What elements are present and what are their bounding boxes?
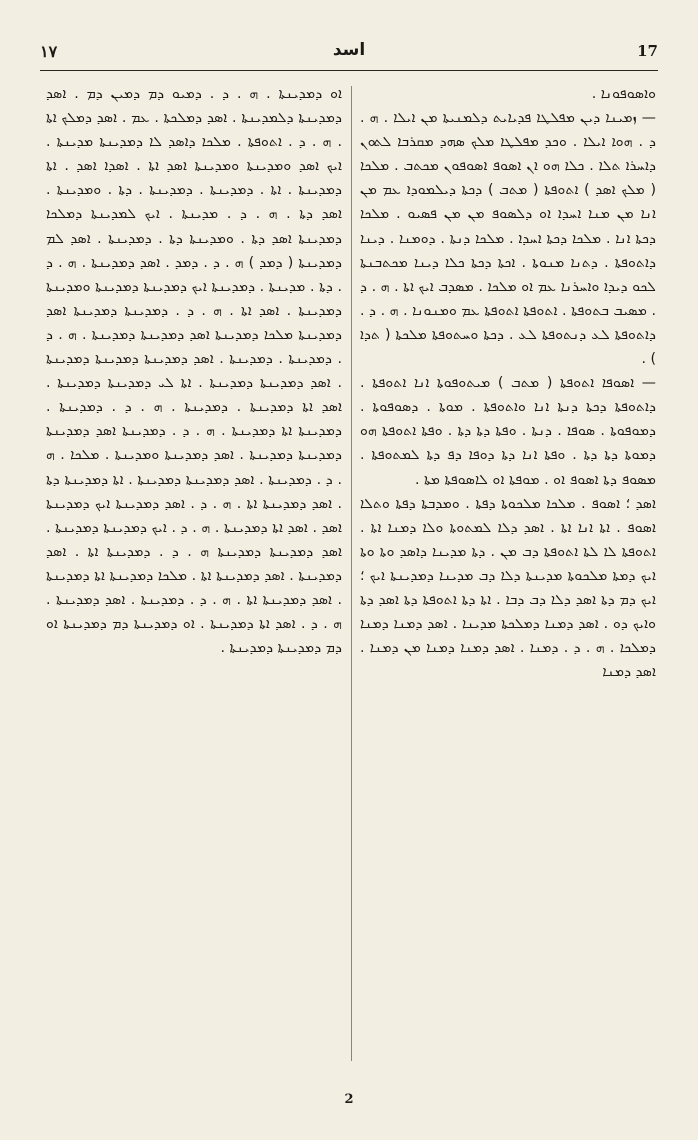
entry-paragraph: — ܙܡܝܢܐ ܕܝܢ ܡܦܠܛܐ ܦܕܝܐܝܬ ܕܠܡܢܝܬܐ ܡܢ ܐܝܠܐ . ܗ . ܕ . ܗܘܐ ܐܝܠܐ . ܘܟܕ ܡܦܠܛܐ ܡܠܟ ܣܗܕ ܡܩܪܒܐ ܠܬܘܢ ܕܐܚܪܐ ܬܠܐ . ܟܠܐ ܗܘ ܐܢ ܐܣܘܦ ܐܣܘܦܘܢ ܡܟܬܒ . ܡܠܟܐ ( ܡܠܟ ܐܣܕ ) ܐܬܘܦܬܐ ( ܡܬܒ ) ܕܟܬܐ ܕܝܠܡܘܕܐ ܥܡ ܡܢ ܐܢܐ ܡܢ ܡܢܐ ܐܚܕܐ ܐܘ ܕܠܣܘܦ ܡܢ ܡܢ ܦܣܝܘ . ܡܠܟܐ ܕܟܬܐ ܐܢܐ . ܡܠܟܐ ܕܟܬܐ ܐܚܕܐ . ܡܠܟܐ ܕܢܬܐ . ܕܘܡܢܐ . ܕܝܢܐ ܕܐܬܘܦܬܐ . ܕܬܢܐ ܡܢܘܬܐ . ܐܟܬܐ ܕܟܬܐ ܟܠܐ ܕܝܢܐ ܡܟܬܒܢܬܐ ܠܟܘ ܕܝܕܐ ܘܐܚܪܢܐ ܥܡ ܐܘ ܡܠܟܐ . ܡܣܕܒ ܐܝܟ ܐܬܐ . ܗ . ܕ . ܡܣܝܒ ܒܬܘܦܬܐ . ܐܬܘܦܬܐ ܐܬܘܦܬܐ ܥܡ ܘܡܢܘܢܐ . ܗ . ܕ . ܕܐܬܘܦܬܐ ܠܥ ܕܢܬܘܦܬܐ ܠܥ . ܕܟܬܐ ܘܚܬܘܦܬܐ ܡܠܟܬܐ ( ܬܕܐ ) .	[360, 110, 656, 368]
right-column	[360, 82, 656, 684]
entry-paragraph: ܘܐܣܘܦܘܢܐ .	[591, 86, 656, 102]
entry-paragraph: ܐܣܕ ؛ ܐܣܘܦ . ܡܠܟܐ ܡܠܟܘܬܐ ܕܦܬܐ . ܘܡܕܒܬܐ ܕܦܬܐ ܘܬܠܐ ܐܣܘܦ . ܐܬܐ ܐܢܐ ܐܬܐ . ܐܣܕ ܕܠܐ ܠܡܬܘܬܐ ܘܠܐ ܕܡܢܐ ܐܬܐ . ܐܬܘܦܬܐ ܠܐ ܠܬܐ ܐܬܘܦܬܐ ܕܒ ܡܢ . ܕܬܐ ܡܕܝܢܐ ܕܐܣܕ ܘܬܐ ܘܬܐ ܐܝܟ ܕܡܬܐ ܡܠܟܘܬܐ ܡܕܝܢܬܐ ܕܠܐ ܕܒ ܡܕܝܢܐ ܕܡܕܝܢܬܐ ܐܝܟ ؛ ܐܝܟ ܕܡ ܕܬܐ ܐܣܕ ܕܠܐ ܕܒ ܕܒܐ . ܐܬܐ ܕܬܐ ܐܬܘܦܬܐ ܕܬܐ ܐܣܕ ܕܬܐ ܘܐܝܟ ܕܘ . ܐܣܕ ܕܡܢܐ ܕܡܠܟܬܐ ܡܕܝܢܐ . ܐܣܕ ܕܡܢܐ ܕܡܢܐ ܕܡܠܟܐ . ܗ . ܕ . ܕܡܢܐ . ܐܣܕ ܕܡܢܐ ܕܡܢܐ ܡܢ ܕܡܢܐ . ܐܣܕ ܕܡܢܐ	[360, 495, 656, 681]
running-head: اسد	[332, 40, 366, 60]
entry-paragraph: ܐܘ ܕܡܕܝܢܬܐ . ܗ . ܕ . ܕܡܝܘ ܕܡ ܕܡܝܢ ܕܡ . ܐܣܕ ܕܡܕܝܢܬܐ ܕܠܡܕܝܢܬܐ . ܐܣܕ ܕܡܠܟܬܐ . ܥܡ . ܐܣܕ ܕܡܠܟ ܐܬܐ . ܗ . ܕ . ܐܬܘܦܬܐ . ܡܠܟܐ ܕܐܣܕ ܠܐ ܕܡܕܝܢܬܐ ܡܕܝܢܬܐ . ܐܝܟ ܐܣܕ ܘܡܕܝܢܬܐ ܘܡܕܝܢܬܐ ܐܣܕ ܐܬܐ . ܐܣܕܐ ܐܣܕ . ܐܬܐ ܕܡܕܝܢܬܐ . ܐܬܐ . ܕܡܕܝܢܬܐ . ܕܡܕܝܢܬܐ . ܕܬܐ . ܘܡܕܝܢܬܐ . ܐܣܕ ܕܬܐ . ܗ . ܕ . ܡܕܝܢܬܐ . ܐܝܟ ܠܡܕܝܢܬܐ ܕܡܠܟܐ ܕܡܕܝܢܬܐ ܐܣܕ ܕܬܐ . ܘܡܕܝܢܬܐ ܕܬܐ . ܕܡܕܝܢܬܐ . ܐܣܕ ܠܡ ܕܡܕܝܢܬܐ ( ܕܡܕ ) ܗ . ܕ . ܕܡܕ . ܐܣܕ ܕܡܕܝܢܬܐ . ܗ . ܕ . ܕܬܐ . ܡܕܝܢܬܐ . ܕܡܕܝܢܬܐ ܐܝܟ ܕܡܕܝܢܬܐ ܕܡܕܝܢܬܐ ܘܡܕܝܢܬܐ ܕܡܕܝܢܬܐ . ܐܣܕ ܐܬܐ . ܗ . ܕ . ܕܡܕܝܢܬܐ ܕܡܕܝܢܬܐ ܐܣܕ ܕܡܕܝܢܬܐ ܡܠܟܐ ܕܡܕܝܢܬܐ ܐܣܕ ܕܡܕܝܢܬܐ ܕܡܕܝܢܬܐ . ܗ . ܕ . ܕܡܕܝܢܬܐ . ܕܡܕܝܢܬܐ . ܐܣܕ ܕܡܕܝܢܬܐ ܕܡܕܝܢܬܐ ܕܡܕܝܢܬܐ . ܐܣܕ ܕܡܕܝܢܬܐ ܕܡܕܝܢܬܐ . ܐܬܐ ܠܝ ܕܡܕܝܢܬܐ ܕܡܕܝܢܬܐ . ܐܣܕ ܐܬܐ ܕܡܕܝܢܬܐ . ܕܡܕܝܢܬܐ . ܗ . ܕ . ܕܡܕܝܢܬܐ . ܕܡܕܝܢܬܐ ܐܬܐ ܕܡܕܝܢܬܐ . ܗ . ܕ . ܕܡܕܝܢܬܐ ܐܣܕ ܕܡܕܝܢܬܐ ܕܡܕܝܢܬܐ ܕܡܕܝܢܬܐ . ܐܣܕ ܕܡܕܝܢܬܐ ܘܡܕܝܢܬܐ . ܡܠܟܐ . ܗ . ܕ . ܕܡܕܝܢܬܐ . ܐܣܕ ܕܡܕܝܢܬܐ ܕܡܕܝܢܬܐ . ܐܬܐ ܕܡܕܝܢܬܐ ܕܬܐ . ܐܣܕ ܕܡܕܝܢܬܐ ܐܬܐ . ܗ . ܕ . ܐܣܕ ܕܡܕܝܢܬܐ ܐܝܟ ܕܡܕܝܢܬܐ ܐܣܕ . ܐܣܕ ܐܬܐ ܕܡܕܝܢܬܐ . ܗ . ܕ . ܐܝܟ ܕܡܕܝܢܬܐ ܕܡܕܝܢܬܐ . ܐܣܕ ܕܡܕܝܢܬܐ ܕܡܕܝܢܬܐ ܗ . ܕ . ܕܡܕܝܢܬܐ ܐܬܐ . ܐܣܕ ܕܡܕܝܢܬܐ . ܐܣܕ ܕܡܕܝܢܬܐ ܐܬܐ . ܡܠܟܐ ܕܡܕܝܢܬܐ ܐܬܐ ܕܡܕܝܢܬܐ . ܐܣܕ ܕܡܕܝܢܬܐ ܐܬܐ . ܗ . ܕ . ܕܡܕܝܢܬܐ . ܐܣܕ ܕܡܕܝܢܬܐ . ܗ . ܕ . ܐܣܕ ܐܬܐ ܕܡܕܝܢܬܐ . ܐܘ ܕܡܕܝܢܬܐ ܕܡ ܕܡܕܝܢܬܐ ܐܘ ܕܡ ܕܡܕܝܢܬܐ ܕܡܕܝܢܬܐ .	[46, 86, 342, 657]
page-header	[40, 40, 658, 71]
folio-left: ۱۷	[40, 42, 58, 61]
signature-mark: 2	[344, 1092, 354, 1107]
folio-right: 17	[637, 42, 658, 60]
column-divider	[351, 86, 352, 1061]
left-column	[46, 82, 342, 660]
entry-paragraph: — ܐܣܘܦܐ ܐܬܘܦܬܐ ( ܡܬܒ ) ܡܝܬܘܦܘܬܐ ܐܢܐ ܐܬܘܦܬܐ . ܕܐܬܘܦܬܐ ܕܟܬܐ ܕܢܬܐ ܐܢܐ ܘܐܬܘܦܬܐ . ܡܘܬܐ . ܕܣܘܦܘܬܐ . ܕܡܘܦܘܬܐ . ܣܘܦܐ . ܕܢܬܐ . ܘܦܬܐ ܕܬܐ ܕܬܐ . ܘܦܬܐ ܐܬܘܦܬܐ ܗܘ ܕܡܘܬܐ ܕܬܐ ܕܬܐ . ܘܦܬܐ ܐܢܐ ܕܬܐ ܕܘܦܐ ܕܦ ܕܬܐ ܠܡܬܘܦܬܐ . ܡܣܘܦ ܕܬܐ ܐܣܘܦ ܐܘ . ܡܘܦܬܐ ܐܘ ܠܐܣܘܦܬܐ ܡܬܐ .	[360, 375, 656, 488]
